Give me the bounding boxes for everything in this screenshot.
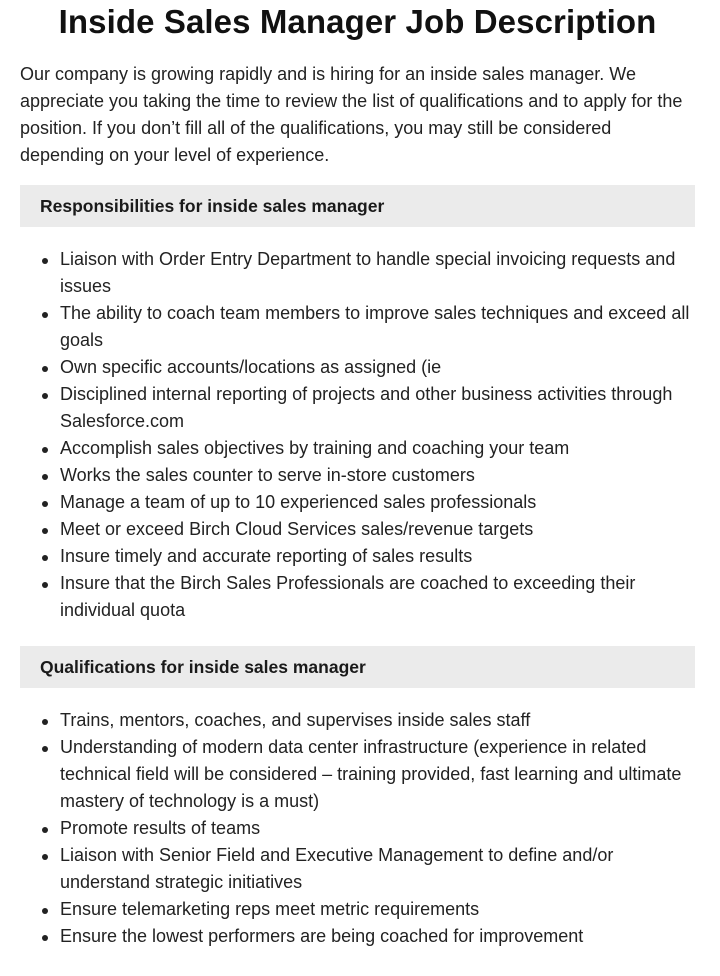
list-item-text: Trains, mentors, coaches, and supervises inside sales staff <box>60 710 531 730</box>
intro-paragraph: Our company is growing rapidly and is hiring for an inside sales manager. We appreciate you taking the time to review the list of qualifications and to apply for the position. If you don’t fill all of the qualifications, you may still be considered depending on your level of experience. <box>20 64 683 165</box>
list-item-text: Liaison with Order Entry Department to handle special invoicing requests and issues <box>60 249 676 296</box>
qualifications-section <box>20 646 695 950</box>
list-item <box>60 246 695 300</box>
bullet-dot-icon <box>42 719 48 725</box>
bullet-dot-icon <box>42 854 48 860</box>
responsibilities-section <box>20 185 695 624</box>
list-item-text: The ability to coach team members to improve sales techniques and exceed all goals <box>60 303 690 350</box>
list-item <box>60 381 695 435</box>
list-item <box>60 815 695 842</box>
list-item <box>60 354 695 381</box>
list-item <box>60 896 695 923</box>
list-item <box>60 923 695 950</box>
bullet-dot-icon <box>42 746 48 752</box>
qualifications-list <box>20 707 695 950</box>
list-item <box>60 707 695 734</box>
list-item <box>60 842 695 896</box>
list-item <box>60 462 695 489</box>
list-item <box>60 516 695 543</box>
list-item-text: Insure that the Birch Sales Professionals are coached to exceeding their individual quota <box>60 573 636 620</box>
list-item-text: Own specific accounts/locations as assigned (ie <box>60 357 442 377</box>
bullet-dot-icon <box>42 908 48 914</box>
list-item-text: Liaison with Senior Field and Executive Management to define and/or understand strategic initiatives <box>60 845 614 892</box>
list-item-text: Meet or exceed Birch Cloud Services sales/revenue targets <box>60 519 534 539</box>
bullet-dot-icon <box>42 501 48 507</box>
list-item-text: Ensure telemarketing reps meet metric requirements <box>60 899 480 919</box>
list-item-text: Promote results of teams <box>60 818 261 838</box>
bullet-dot-icon <box>42 582 48 588</box>
bullet-dot-icon <box>42 528 48 534</box>
bullet-dot-icon <box>42 312 48 318</box>
list-item-text: Understanding of modern data center infrastructure (experience in related technical field will be considered – training provided, fast learning and ultimate mastery of technology is a must) <box>60 737 682 811</box>
list-item-text: Accomplish sales objectives by training and coaching your team <box>60 438 570 458</box>
qualifications-heading: Qualifications for inside sales manager <box>40 656 366 677</box>
responsibilities-list <box>20 246 695 624</box>
list-item <box>60 734 695 815</box>
bullet-dot-icon <box>42 393 48 399</box>
bullet-dot-icon <box>42 827 48 833</box>
list-item <box>60 570 695 624</box>
list-item-text: Manage a team of up to 10 experienced sales professionals <box>60 492 537 512</box>
list-item <box>60 435 695 462</box>
list-item-text: Insure timely and accurate reporting of sales results <box>60 546 473 566</box>
list-item-text: Ensure the lowest performers are being coached for improvement <box>60 926 584 946</box>
responsibilities-header <box>20 185 695 227</box>
bullet-dot-icon <box>42 474 48 480</box>
list-item-text: Works the sales counter to serve in-store customers <box>60 465 475 485</box>
list-item <box>60 300 695 354</box>
list-item <box>60 489 695 516</box>
bullet-dot-icon <box>42 447 48 453</box>
bullet-dot-icon <box>42 258 48 264</box>
qualifications-header <box>20 646 695 688</box>
bullet-dot-icon <box>42 366 48 372</box>
page-title: Inside Sales Manager Job Description <box>58 3 657 40</box>
responsibilities-heading: Responsibilities for inside sales manager <box>40 195 385 216</box>
list-item-text: Disciplined internal reporting of projects and other business activities through Salesforce.com <box>60 384 673 431</box>
list-item <box>60 543 695 570</box>
bullet-dot-icon <box>42 935 48 941</box>
bullet-dot-icon <box>42 555 48 561</box>
